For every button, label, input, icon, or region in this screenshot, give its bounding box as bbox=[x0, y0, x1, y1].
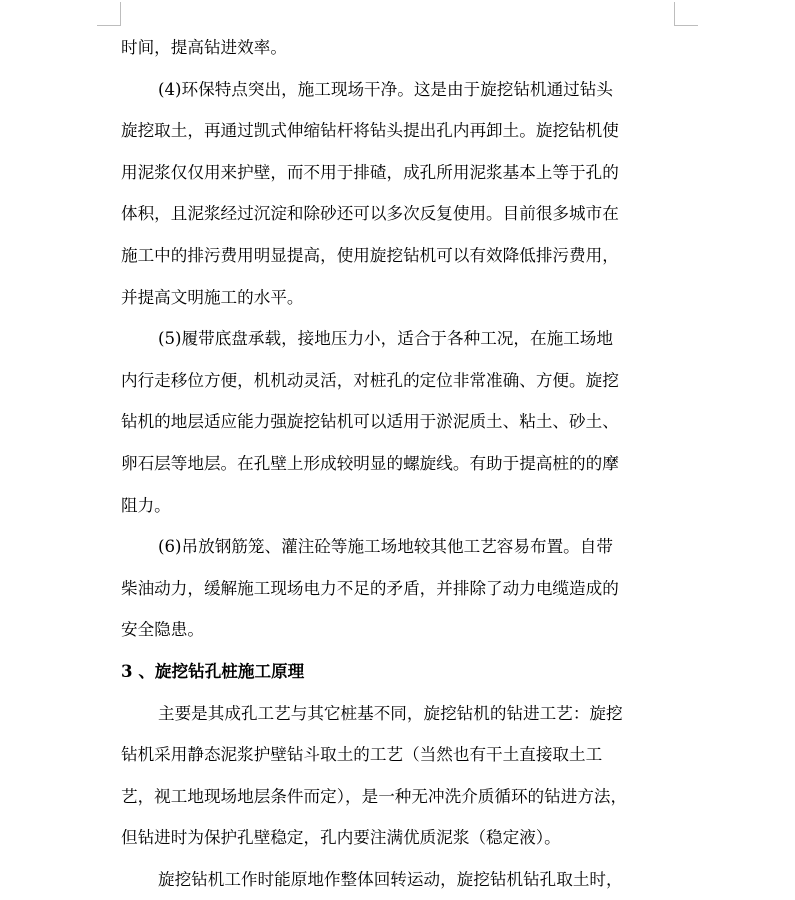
text-line: 艺，视工地现场地层条件而定），是一种无冲洗介质循环的钻进方法， bbox=[121, 786, 628, 806]
crop-mark-top-left-horizontal bbox=[97, 25, 121, 26]
text-line: 卵石层等地层。在孔壁上形成较明显的螺旋线。有助于提高桩的的摩 bbox=[121, 453, 619, 473]
paragraph-first-line: 主要是其成孔工艺与其它桩基不同，旋挖钻机的钻进工艺：旋挖 bbox=[158, 703, 623, 723]
text-line: 用泥浆仅仅用来护壁，而不用于排碴，成孔所用泥浆基本上等于孔的 bbox=[121, 162, 619, 182]
text-line: 时间，提高钻进效率。 bbox=[121, 38, 287, 57]
paragraph-first-line: (4)环保特点突出，施工现场干净。这是由于旋挖钻机通过钻头 bbox=[158, 79, 613, 99]
crop-mark-top-right-horizontal bbox=[674, 25, 698, 26]
text-line: 旋挖取土，再通过凯式伸缩钻杆将钻头提出孔内再卸土。旋挖钻机使 bbox=[121, 121, 619, 141]
paragraph-first-line: (5)履带底盘承载，接地压力小，适合于各种工况，在施工场地 bbox=[158, 329, 613, 349]
text-line: 柴油动力，缓解施工现场电力不足的矛盾，并排除了动力电缆造成的 bbox=[121, 578, 619, 598]
crop-mark-top-right bbox=[674, 2, 675, 26]
text-line: 但钻进时为保护孔壁稳定，孔内要注满优质泥浆（稳定液）。 bbox=[121, 828, 561, 848]
text-line: 钻机采用静态泥浆护壁钻斗取土的工艺（当然也有干土直接取土工 bbox=[121, 745, 603, 765]
text-line: 阻力。 bbox=[121, 495, 171, 515]
text-line: 并提高文明施工的水平。 bbox=[121, 287, 304, 307]
text-line: 内行走移位方便，机机动灵活，对桩孔的定位非常准确、方便。旋挖 bbox=[121, 370, 619, 390]
paragraph-first-line: (6)吊放钢筋笼、灌注砼等施工场地较其他工艺容易布置。自带 bbox=[158, 537, 613, 557]
text-line: 钻机的地层适应能力强旋挖钻机可以适用于淤泥质土、粘土、砂土、 bbox=[121, 412, 619, 432]
text-line: 安全隐患。 bbox=[121, 620, 204, 640]
crop-mark-top-left bbox=[120, 2, 121, 26]
section-heading: 3 、旋挖钻孔桩施工原理 bbox=[121, 660, 305, 681]
text-line: 施工中的排污费用明显提高，使用旋挖钻机可以有效降低排污费用， bbox=[121, 245, 619, 265]
text-line: 体积，且泥浆经过沉淀和除砂还可以多次反复使用。目前很多城市在 bbox=[121, 204, 619, 224]
document-body bbox=[121, 27, 676, 900]
paragraph-first-line: 旋挖钻机工作时能原地作整体回转运动，旋挖钻机钻孔取土时， bbox=[158, 869, 623, 889]
